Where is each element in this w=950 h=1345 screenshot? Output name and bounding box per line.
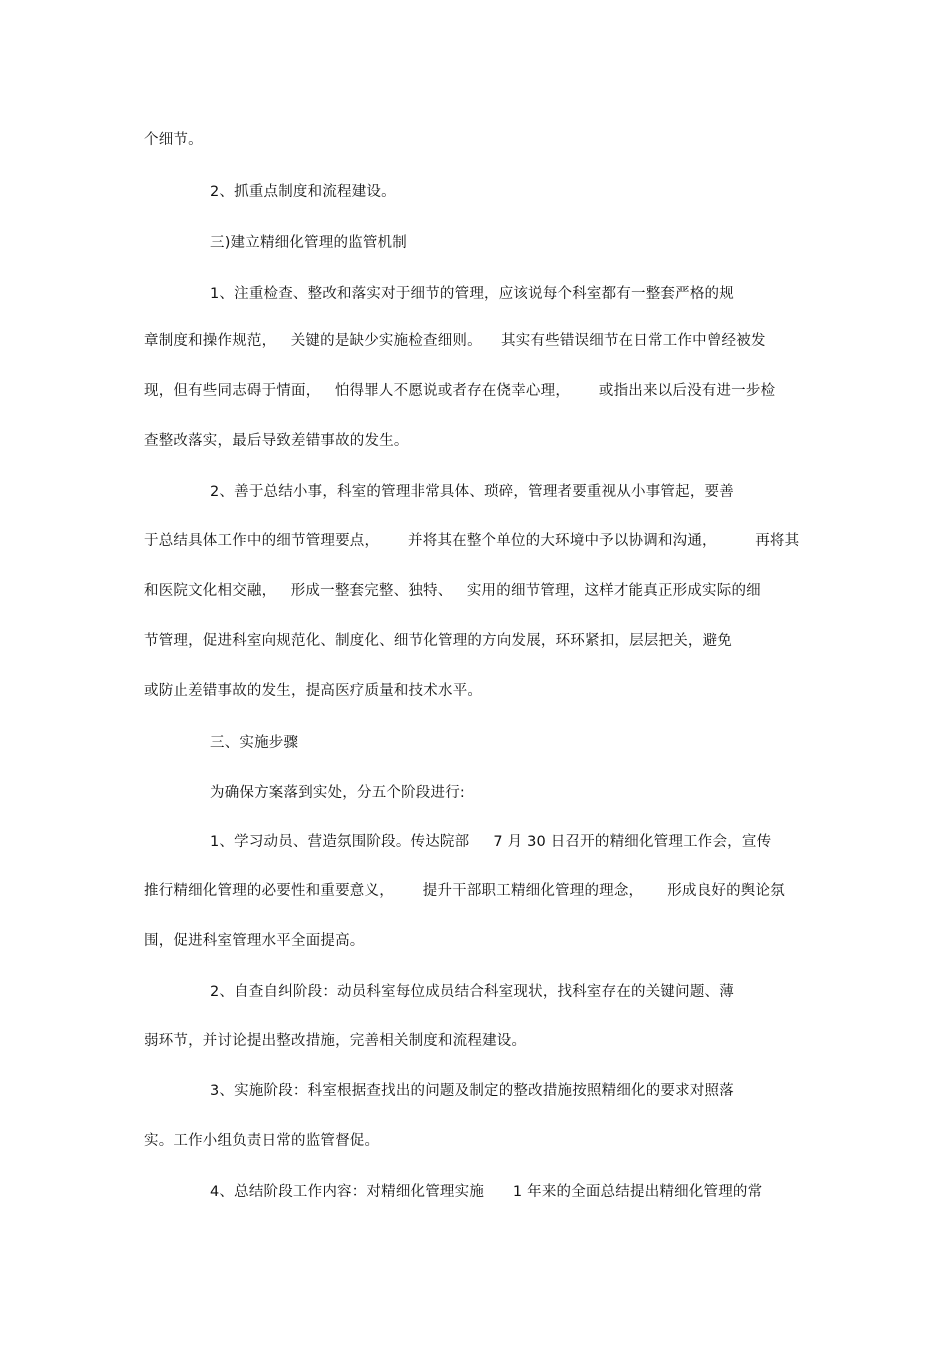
text-line: 围，促进科室管理水平全面提高。 [144, 933, 365, 949]
text-line: 1、学习动员、营造氛围阶段。传达院部 7 月 30 日召开的精细化管理工作会，宣传 [210, 834, 772, 850]
text-line: 个细节。 [144, 132, 203, 148]
text-line: 于总结具体工作中的细节管理要点， 并将其在整个单位的大环境中予以协调和沟通， 再将其 [144, 533, 800, 549]
text-line: 4、总结阶段工作内容：对精细化管理实施 1 年来的全面总结提出精细化管理的常 [210, 1184, 763, 1200]
text-line: 3、实施阶段：科室根据查找出的问题及制定的整改措施按照精细化的要求对照落 [210, 1083, 734, 1099]
text-line: 2、自查自纠阶段：动员科室每位成员结合科室现状，找科室存在的关键问题、薄 [210, 984, 734, 1000]
text-line: 弱环节，并讨论提出整改措施，完善相关制度和流程建设。 [144, 1033, 527, 1049]
text-line: 实。工作小组负责日常的监管督促。 [144, 1133, 380, 1149]
text-line: 查整改落实，最后导致差错事故的发生。 [144, 433, 409, 449]
text-line: 节管理，促进科室向规范化、制度化、细节化管理的方向发展，环环紧扣，层层把关，避免 [144, 633, 732, 649]
text-line: 2、善于总结小事，科室的管理非常具体、琐碎，管理者要重视从小事管起，要善 [210, 484, 734, 500]
text-line: 1、注重检查、整改和落实对于细节的管理，应该说每个科室都有一整套严格的规 [210, 286, 734, 302]
text-line: 现，但有些同志碍于情面， 怕得罪人不愿说或者存在侥幸心理， 或指出来以后没有进一步检 [144, 383, 776, 399]
section-heading: 三、实施步骤 [210, 735, 299, 751]
text-line: 和医院文化相交融， 形成一整套完整、独特、 实用的细节管理，这样才能真正形成实际的细 [144, 583, 761, 599]
text-line: 章制度和操作规范， 关键的是缺少实施检查细则。 其实有些错误细节在日常工作中曾经被发 [144, 333, 766, 349]
text-line: 推行精细化管理的必要性和重要意义， 提升干部职工精细化管理的理念， 形成良好的舆论氛 [144, 883, 785, 899]
text-line: 为确保方案落到实处，分五个阶段进行: [210, 785, 465, 801]
text-line: 2、抓重点制度和流程建设。 [210, 184, 396, 200]
text-line: 或防止差错事故的发生，提高医疗质量和技术水平。 [144, 683, 483, 699]
section-heading: 三)建立精细化管理的监管机制 [210, 235, 407, 251]
